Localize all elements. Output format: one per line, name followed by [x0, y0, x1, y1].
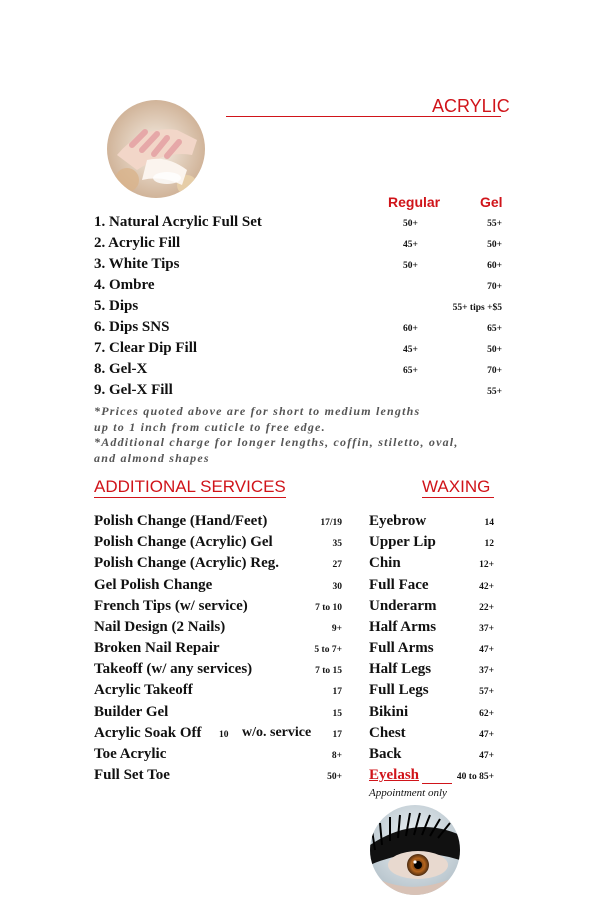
appointment-note: Appointment only [369, 787, 447, 799]
pricing-note [94, 404, 459, 466]
acrylic-item-regular: 45+ [403, 240, 418, 250]
waxing-item-label: Full Legs [369, 682, 429, 698]
acrylic-item-gel: 65+ [487, 324, 502, 334]
acrylic-item-label: 3. White Tips [94, 256, 180, 272]
additional-item-label: Acrylic Soak Off [94, 725, 202, 741]
additional-item-price: 7 to 15 [315, 666, 342, 676]
waxing-item-price: 14 [484, 518, 494, 528]
waxing-item-label: Upper Lip [369, 534, 436, 550]
waxing-item-price: 62+ [479, 709, 494, 719]
waxing-item-label: Half Legs [369, 661, 432, 677]
additional-item-price: 27 [332, 560, 342, 570]
additional-item-price: 9+ [331, 624, 342, 634]
acrylic-item-gel: 50+ [487, 240, 502, 250]
waxing-item-label: Eyebrow [369, 513, 427, 529]
additional-item-mid-label: w/o. service [242, 725, 312, 740]
additional-services-title: ADDITIONAL SERVICES [94, 477, 286, 496]
acrylic-item-regular: 50+ [403, 219, 418, 229]
waxing-item-label: Half Arms [369, 619, 437, 635]
waxing-item-label: Chin [369, 555, 401, 571]
acrylic-item-label: 5. Dips [94, 298, 139, 314]
acrylic-item-label: 1. Natural Acrylic Full Set [94, 214, 262, 230]
additional-item-price: 17/19 [320, 518, 342, 528]
waxing-item-label: Chest [369, 725, 406, 741]
acrylic-item-gel: 70+ [487, 282, 502, 292]
waxing-item-price: 12 [484, 539, 494, 549]
eyelash-label: Eyelash [369, 767, 420, 783]
pricing-note-line: up to 1 inch from cuticle to free edge. [94, 419, 326, 434]
acrylic-item-label: 8. Gel-X [94, 361, 148, 377]
additional-item-label: Takeoff (w/ any services) [94, 661, 253, 677]
waxing-item-price: 42+ [479, 582, 494, 592]
waxing-item-price: 47+ [479, 645, 494, 655]
waxing-item-price: 47+ [479, 730, 494, 740]
eyelash-underline [422, 783, 452, 784]
additional-item-price: 30 [332, 582, 342, 592]
waxing-item-label: Full Arms [369, 640, 434, 656]
pricing-note-line: *Additional charge for longer lengths, coffin, stiletto, oval, [94, 435, 459, 449]
additional-item-price: 50+ [327, 772, 342, 782]
waxing-item-label: Full Face [369, 577, 429, 593]
additional-item-mid-price: 10 [219, 730, 229, 740]
acrylic-item-label: 9. Gel-X Fill [94, 382, 173, 398]
additional-item-price: 7 to 10 [315, 603, 342, 613]
acrylic-title: ACRYLIC [432, 96, 510, 116]
waxing-item-price: 57+ [479, 687, 494, 697]
waxing-item-price: 47+ [479, 751, 494, 761]
additional-item-price: 17 [332, 687, 342, 697]
additional-item-label: Polish Change (Acrylic) Gel [94, 534, 273, 550]
acrylic-item-label: 4. Ombre [94, 277, 155, 293]
acrylic-item-gel: 55+ tips +$5 [452, 303, 502, 313]
acrylic-item-label: 2. Acrylic Fill [94, 235, 181, 251]
waxing-item-price: 12+ [479, 560, 494, 570]
additional-item-label: Full Set Toe [94, 767, 170, 783]
additional-services-rule [94, 497, 286, 498]
additional-item-label: Gel Polish Change [94, 577, 213, 593]
additional-item-label: Toe Acrylic [94, 746, 167, 762]
acrylic-item-gel: 50+ [487, 345, 502, 355]
gel-column-header: Gel [480, 194, 503, 210]
acrylic-item-gel: 60+ [487, 261, 502, 271]
additional-item-price: 8+ [331, 751, 342, 761]
nails-photo [107, 100, 205, 198]
pricing-note-line: *Prices quoted above are for short to medium lengths [94, 404, 421, 418]
additional-item-label: Polish Change (Hand/Feet) [94, 513, 268, 529]
acrylic-item-regular: 50+ [403, 261, 418, 271]
waxing-item-price: 37+ [479, 666, 494, 676]
additional-item-price: 35 [332, 539, 342, 549]
acrylic-item-label: 6. Dips SNS [94, 319, 170, 335]
additional-item-label: French Tips (w/ service) [94, 598, 248, 614]
waxing-item-price: 22+ [479, 603, 494, 613]
acrylic-item-label: 7. Clear Dip Fill [94, 340, 198, 356]
additional-item-price: 15 [332, 709, 342, 719]
additional-item-label: Builder Gel [94, 704, 169, 720]
eyelash-price: 40 to 85+ [456, 772, 494, 782]
waxing-item-label: Bikini [369, 704, 409, 720]
acrylic-item-regular: 60+ [403, 324, 418, 334]
acrylic-item-regular: 65+ [403, 366, 418, 376]
acrylic-title-rule [226, 116, 501, 117]
additional-item-label: Acrylic Takeoff [94, 682, 193, 698]
waxing-item-price: 37+ [479, 624, 494, 634]
waxing-item-label: Underarm [369, 598, 437, 614]
acrylic-item-gel: 70+ [487, 366, 502, 376]
additional-item-price: 5 to 7+ [314, 645, 342, 655]
eyelash-photo [370, 805, 460, 895]
acrylic-item-regular: 45+ [403, 345, 418, 355]
pricing-note-line: and almond shapes [94, 450, 210, 465]
acrylic-item-gel: 55+ [487, 387, 502, 397]
waxing-item-label: Back [369, 746, 402, 762]
additional-item-price: 17 [332, 730, 342, 740]
acrylic-item-gel: 55+ [487, 219, 502, 229]
waxing-rule [422, 497, 494, 498]
additional-item-label: Nail Design (2 Nails) [94, 619, 226, 635]
regular-column-header: Regular [388, 194, 441, 210]
waxing-title: WAXING [422, 477, 491, 496]
additional-item-label: Broken Nail Repair [94, 640, 220, 656]
additional-item-label: Polish Change (Acrylic) Reg. [94, 555, 279, 571]
